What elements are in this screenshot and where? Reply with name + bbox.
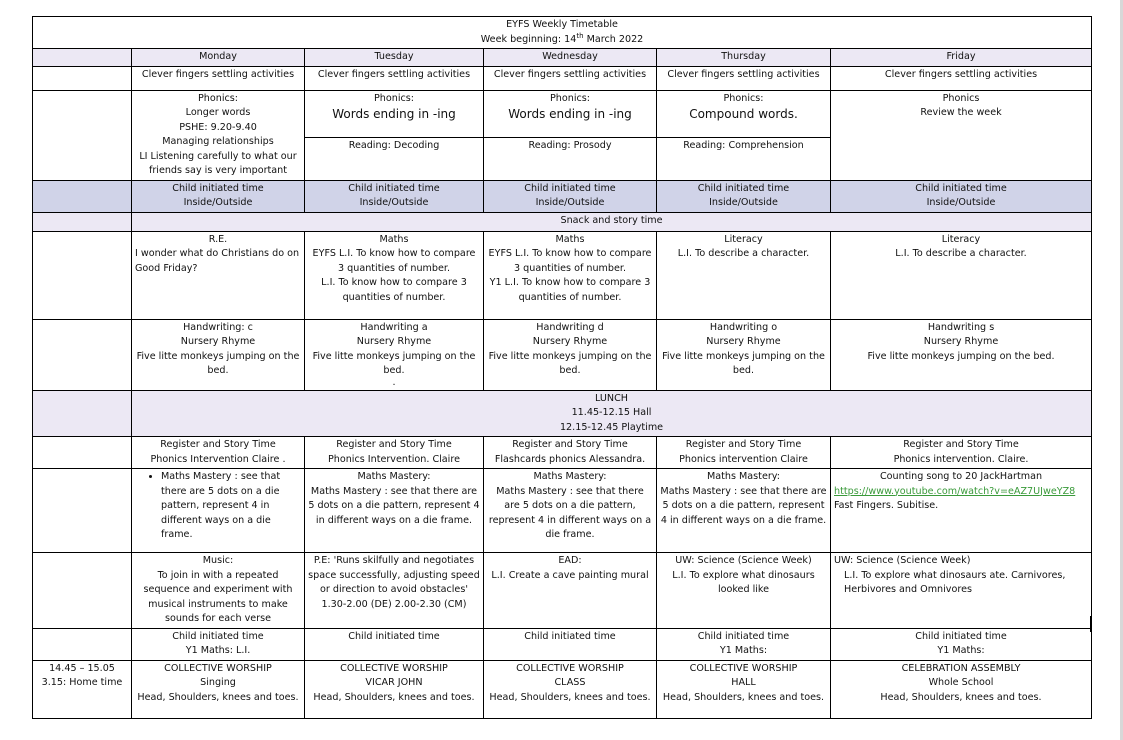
handwriting-letter: Handwriting: c [183,321,253,333]
day-monday: Monday [132,49,305,67]
bullet-list [135,470,301,543]
worship-tue [305,660,484,718]
lesson-text: L.I. To know how to compare 3 quantities of number. [321,277,467,303]
worship-song: Head, Shoulders, knees and toes. [137,691,299,703]
register-label: Register and Story Time [336,439,452,450]
child-initiated-fri [831,180,1092,212]
pshe-li: LI Listening carefully to what our friends say is very important [139,150,297,176]
ci-label: Child initiated time [172,630,264,642]
worship-title: CELEBRATION ASSEMBLY [901,662,1021,674]
register-note: Phonics intervention Claire [679,453,808,465]
worship-location: Whole School [928,677,994,688]
phonics-tue [305,90,484,138]
rhyme-title: Five litte monkeys jumping on the bed. [662,350,825,376]
ci-label: Child initiated time [348,630,440,642]
blank-cell [33,180,132,212]
ci-line2: Inside/Outside [183,197,253,208]
phonics-label: Phonics: [550,92,590,104]
handwriting-letter: Handwriting s [927,321,995,333]
register-label: Register and Story Time [512,439,628,450]
title-row [33,17,1092,49]
lesson-text: I wonder what do Christians do on Good Friday? [135,248,300,274]
rhyme-title: Five litte monkeys jumping on the bed. [488,350,652,376]
phonics-label: Phonics: [723,92,764,104]
settling-row [33,66,1092,90]
lunch-playtime: 12.15-12.45 Playtime [559,421,664,433]
day-friday: Friday [831,49,1092,67]
blank-cell [33,319,132,390]
subject: Music: [202,555,234,566]
handwriting-letter: Handwriting d [536,321,604,333]
mastery-text: Maths Mastery : see that there are 5 dots on a die pattern, represent 4 in different ways on a die frame. [488,485,652,540]
phonics-label: Phonics [942,92,980,104]
afternoon-wed [484,553,657,629]
settling-tue: Clever fingers settling activities [305,66,484,90]
worship-title: COLLECTIVE WORSHIP [164,662,272,674]
day-thursday: Thursday [657,49,831,67]
phonics-mon [132,90,305,180]
nursery-rhyme-label: Nursery Rhyme [180,336,256,347]
afternoon-row [33,553,1092,629]
worship-thu [657,660,831,718]
list-item: • Maths Mastery : see that there are 5 dots on a die pattern, represent 4 in different ways on a die frame. [161,470,301,543]
week-prefix: Week beginning: 14 [480,33,577,45]
ci-line2: Inside/Outside [535,197,605,208]
child-initiated-tue [305,180,484,212]
late-child-row [33,628,1092,660]
worship-title: COLLECTIVE WORSHIP [689,662,798,674]
y1-maths: Y1 Maths: [937,645,985,656]
blank-cell [33,66,132,90]
register-note: Flashcards phonics Alessandra. [494,453,646,465]
lesson-fri [831,231,1092,319]
worship-location: HALL [731,677,756,688]
late-child-thu [657,628,831,660]
afternoon-mon [132,553,305,629]
worship-fri [831,660,1092,718]
worship-location: Singing [200,677,236,688]
home-time: 3.15: Home time [41,677,123,688]
afternoon-fri [831,553,1092,629]
reading-wed: Reading: Prosody [484,138,657,180]
child-initiated-mon [132,180,305,212]
register-label: Register and Story Time [903,439,1019,450]
phonics-topic: Compound words. [689,107,798,121]
mastery-text: Maths Mastery : see that there are 5 dots on a die pattern, represent 4 in different ways on a die frame. [308,485,480,526]
lunch-hall: 11.45-12.15 Hall [571,407,652,418]
snack-cell: Snack and story time [132,212,1092,231]
week-beginning [36,33,1088,48]
lesson-subject: Literacy [724,233,763,245]
phonics-topic: Words ending in -ing [508,107,632,121]
snack-row [33,212,1092,231]
phonics-mon-topic: Longer words [185,107,251,118]
worship-song: Head, Shoulders, knees and toes. [880,691,1042,703]
register-label: Register and Story Time [160,439,276,450]
blank-cell [33,437,132,469]
phonics-fri [831,90,1092,180]
worship-song: Head, Shoulders, knees and toes. [489,691,651,703]
lesson-mon [132,231,305,319]
ci-label: Child initiated time [524,630,616,642]
subject: EAD: [558,555,582,566]
phonics-topic: Review the week [920,107,1002,118]
register-note: Phonics intervention. Claire. [893,453,1029,465]
lesson-thu [657,231,831,319]
lesson-subject: Maths [555,233,585,245]
maths-mastery-wed [484,469,657,553]
subject: UW: Science (Science Week) [675,555,812,566]
lesson-wed [484,231,657,319]
ci-line2: Inside/Outside [709,197,778,208]
timetable-title: EYFS Weekly Timetable [506,19,618,30]
register-row [33,437,1092,469]
handwriting-tue [305,319,484,390]
nursery-rhyme-label: Nursery Rhyme [532,336,608,347]
phonics-label: Phonics: [374,92,414,104]
register-mon [132,437,305,469]
register-label: Register and Story Time [685,439,802,450]
child-initiated-row [33,180,1092,212]
mastery-text: Maths Mastery : see that there are 5 dots on a die pattern, represent 4 in different ways on a die frame. [660,485,827,526]
maths-mastery-thu [657,469,831,553]
y1-maths: Y1 Maths: [719,645,768,656]
lesson-subject: Maths [379,233,409,245]
worship-location: CLASS [554,677,586,688]
register-tue [305,437,484,469]
lesson-row [33,231,1092,319]
title-cell [33,17,1092,49]
ci-line1: Child initiated time [915,182,1007,194]
lesson-text: L.I. To describe a character. [677,248,810,259]
subject-text: To join in with a repeated sequence and experiment with musical instruments to make sounds for each verse [143,569,293,624]
blank-cell [33,553,132,629]
settling-fri: Clever fingers settling activities [831,66,1092,90]
handwriting-wed [484,319,657,390]
maths-mastery-tue [305,469,484,553]
settling-thu: Clever fingers settling activities [657,66,831,90]
register-wed [484,437,657,469]
ci-line2: Inside/Outside [926,197,996,208]
phonics-mon-label: Phonics: [198,92,238,104]
handwriting-letter: Handwriting a [360,321,428,333]
nursery-rhyme-label: Nursery Rhyme [706,336,781,347]
phonics-wed [484,90,657,138]
handwriting-thu [657,319,831,390]
blank-cell [33,628,132,660]
worship-song: Head, Shoulders, knees and toes. [313,691,475,703]
ci-label: Child initiated time [697,630,790,642]
maths-mastery-fri [831,469,1092,553]
handwriting-mon [132,319,305,390]
settling-wed: Clever fingers settling activities [484,66,657,90]
maths-mastery-mon [132,469,305,553]
youtube-link[interactable]: https://www.youtube.com/watch?v=eAZ7UJweYZ8 [834,485,1076,497]
ci-line1: Child initiated time [524,182,616,194]
day-wednesday: Wednesday [484,49,657,67]
mastery-title: Maths Mastery: [533,471,607,482]
pe-times: 1.30-2.00 (DE) 2.00-2.30 (CM) [321,598,467,610]
worship-song: Head, Shoulders, knees and toes. [662,691,825,703]
late-child-wed [484,628,657,660]
lunch-row [33,390,1092,437]
ci-line1: Child initiated time [172,182,264,194]
lesson-tue [305,231,484,319]
ci-line2: Inside/Outside [359,197,429,208]
late-child-fri [831,628,1092,660]
time-cell [33,660,132,718]
mastery-title: Maths Mastery: [357,471,431,482]
lesson-subject: Literacy [941,233,981,245]
lunch-label: LUNCH [595,392,628,404]
ci-line1: Child initiated time [348,182,440,194]
register-thu [657,437,831,469]
pshe-topic: Managing relationships [162,136,274,147]
lesson-text: Y1 L.I. To know how to compare 3 quantities of number. [489,277,651,303]
maths-mastery-row [33,469,1092,553]
child-initiated-thu [657,180,831,212]
text-cursor [1090,616,1091,632]
lesson-text: EYFS L.I. To know how to compare 3 quantities of number. [488,248,652,274]
ci-line1: Child initiated time [697,182,790,194]
lesson-subject: R.E. [208,233,228,245]
ci-label: Child initiated time [915,630,1007,642]
lesson-text: L.I. To describe a character. [895,248,1027,259]
worship-title: COLLECTIVE WORSHIP [340,662,448,674]
handwriting-fri [831,319,1092,390]
lesson-text: EYFS L.I. To know how to compare 3 quantities of number. [312,248,476,274]
timetable [32,16,1092,719]
fast-fingers: Fast Fingers. Subitise. [834,500,939,511]
blank-cell [33,231,132,319]
worship-row [33,660,1092,718]
register-note: Phonics Intervention Claire . [150,453,286,465]
subject-text: L.I. Create a cave painting mural [491,569,649,581]
worship-location: VICAR JOHN [365,677,423,688]
rhyme-title: Five litte monkeys jumping on the bed. [312,350,476,376]
worship-title: COLLECTIVE WORSHIP [516,662,624,674]
subject-text: P.E: 'Runs skilfully and negotiates space successfully, adjusting speed or direction to avoid obstacles' [308,555,480,595]
lunch-cell [132,390,1092,437]
nursery-rhyme-label: Nursery Rhyme [923,336,999,347]
reading-thu: Reading: Comprehension [657,138,831,180]
afternoon-thu [657,553,831,629]
late-child-tue [305,628,484,660]
blank-cell [33,390,132,437]
pshe-time: PSHE: 9.20-9.40 [179,121,257,133]
register-note: Phonics Intervention. Claire [327,453,460,465]
nursery-rhyme-label: Nursery Rhyme [356,336,432,347]
rhyme-title: Five litte monkeys jumping on the bed. [136,350,300,376]
week-sup: th [576,31,584,40]
worship-mon [132,660,305,718]
day-tuesday: Tuesday [305,49,484,67]
afternoon-tue [305,553,484,629]
days-row [33,49,1092,67]
settling-mon: Clever fingers settling activities [132,66,305,90]
counting-song: Counting song to 20 JackHartman [879,471,1043,482]
mastery-title: Maths Mastery: [706,471,781,482]
reading-tue: Reading: Decoding [305,138,484,180]
y1-maths: Y1 Maths: L.I. [185,645,251,656]
blank-cell [33,49,132,67]
blank-cell [33,469,132,553]
subject-text: L.I. To explore what dinosaurs ate. Carnivores, Herbivores and Omnivores [844,569,1066,595]
worship-time: 14.45 – 15.05 [49,662,115,674]
phonics-row [33,90,1092,138]
stray-dot: . [392,376,396,388]
handwriting-row [33,319,1092,390]
blank-cell [33,212,132,231]
phonics-topic: Words ending in -ing [332,107,456,121]
week-suffix: March 2022 [583,33,644,45]
child-initiated-wed [484,180,657,212]
blank-cell [33,90,132,180]
handwriting-letter: Handwriting o [709,321,778,333]
register-fri [831,437,1092,469]
subject: UW: Science (Science Week) [834,555,971,566]
worship-wed [484,660,657,718]
phonics-thu [657,90,831,138]
rhyme-title: Five litte monkeys jumping on the bed. [867,350,1055,362]
late-child-mon [132,628,305,660]
subject-text: L.I. To explore what dinosaurs looked like [672,569,815,595]
